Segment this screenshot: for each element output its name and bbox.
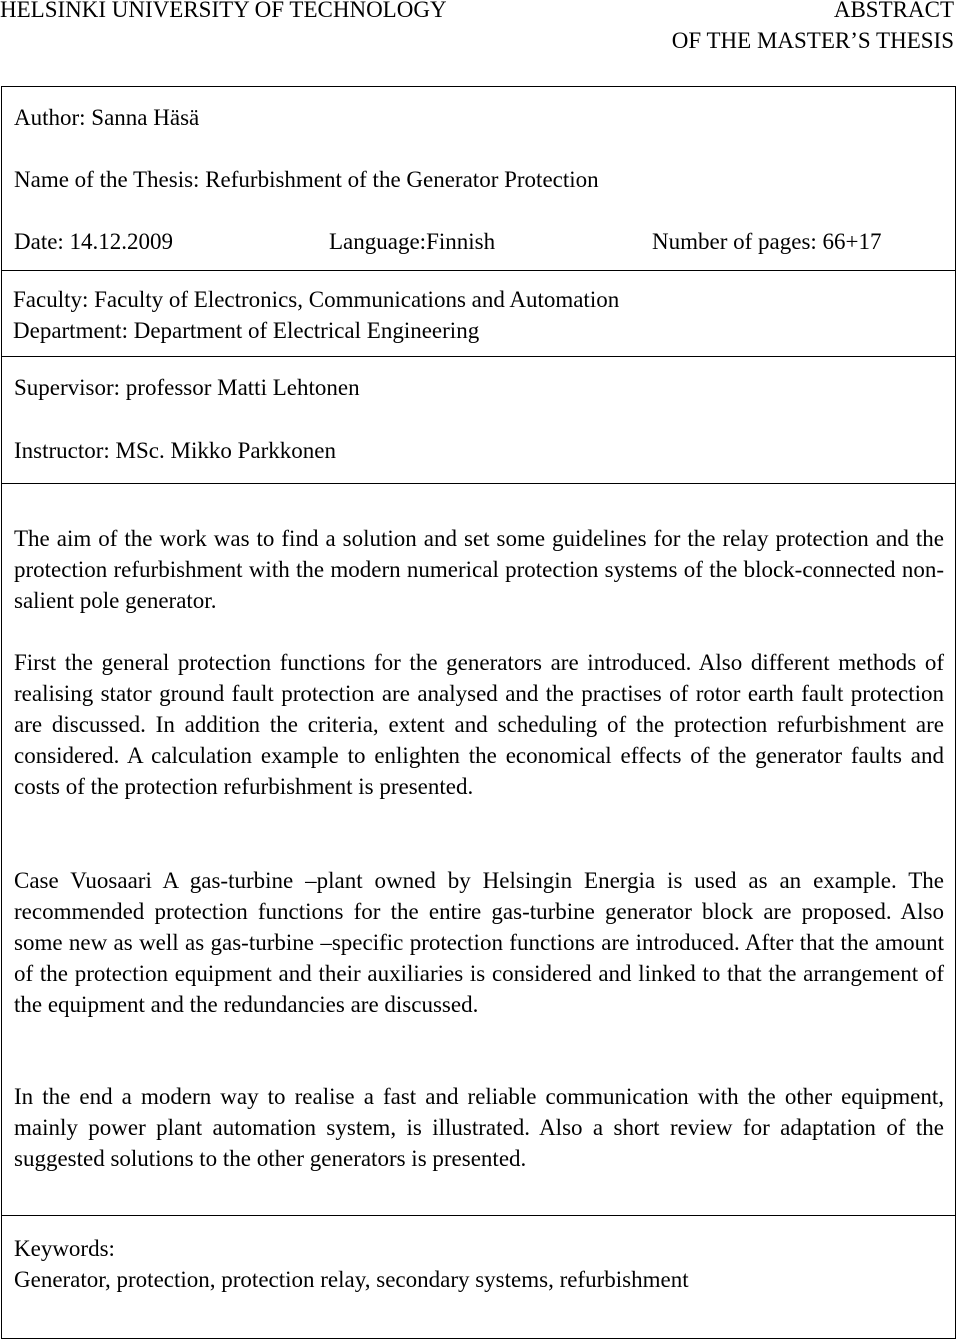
abstract-box [1, 483, 956, 1216]
abstract-paragraph-4: In the end a modern way to realise a fast and reliable communication with the other equipment, mainly power plant automation system, is illustrated. Also a short review for adaptation of the suggested solutions to the other generators is presented. [14, 1084, 944, 1171]
abstract-paragraph-1: The aim of the work was to find a solution and set some guidelines for the relay protection and the protection refurbishment with the modern numerical protection systems of the block-connected non-salient pole generator. [14, 526, 944, 613]
department-line: Department: Department of Electrical Engineering [13, 318, 480, 343]
faculty-line: Faculty: Faculty of Electronics, Communications and Automation [13, 287, 620, 312]
language-line: Language:Finnish [329, 229, 496, 254]
document-type [672, 0, 954, 56]
keywords-label: Keywords: [14, 1236, 115, 1261]
abstract-paragraph-2: First the general protection functions for the generators are introduced. Also different methods of realising stator ground fault protection are analysed and the practises of rotor earth fault protection are discussed. In addition the criteria, extent and scheduling of the protection refurbishment are considered. A calculation example to enlighten the economical effects of the generator faults and costs of the protection refurbishment is presented. [14, 650, 944, 799]
author-line: Author: Sanna Häsä [14, 105, 200, 130]
abstract-paragraph-3: Case Vuosaari A gas-turbine –plant owned by Helsingin Energia is used as an example. The recommended protection functions for the entire gas-turbine generator block are proposed. Also some new as well as gas-turbine –specific protection functions are introduced. After that the amount of the protection equipment and their auxiliaries is considered and linked to that the arrangement of the equipment and the redundancies are discussed. [14, 868, 944, 1017]
supervisor-box [1, 356, 956, 484]
supervisor-line: Supervisor: professor Matti Lehtonen [14, 375, 360, 400]
document-type-line-1: ABSTRACT [833, 0, 954, 22]
thesis-name-line: Name of the Thesis: Refurbishment of the Generator Protection [14, 167, 599, 192]
date-line: Date: 14.12.2009 [14, 229, 174, 254]
keywords-box [1, 1215, 956, 1339]
pages-line: Number of pages: 66+17 [652, 229, 882, 254]
document-type-line-2: OF THE MASTER’S THESIS [671, 28, 954, 53]
keywords-value: Generator, protection, protection relay, secondary systems, refurbishment [14, 1267, 689, 1292]
university-name: HELSINKI UNIVERSITY OF TECHNOLOGY [0, 0, 447, 22]
info-divider-line [1, 270, 956, 271]
instructor-line: Instructor: MSc. Mikko Parkkonen [14, 438, 336, 463]
